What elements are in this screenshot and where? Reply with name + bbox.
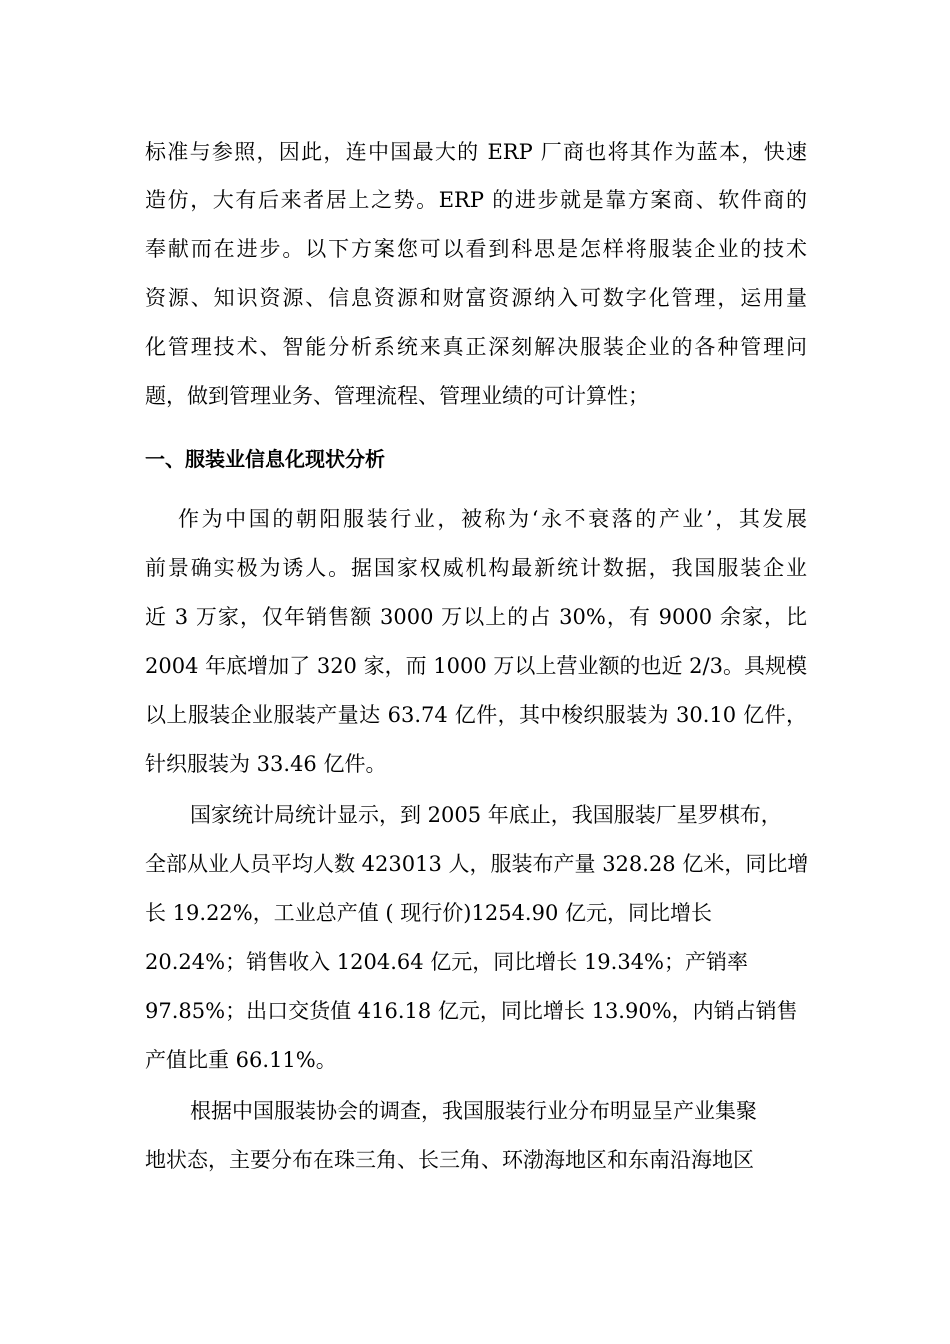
para1-line-4: 2004 年底增加了 320 家，而 1000 万以上营业额的也近 2/3。具规模 [145, 654, 807, 678]
para1-line-5: 以上服装企业服装产量达 63.74 亿件，其中梭织服装为 30.10 亿件， [145, 703, 807, 727]
para2-line-2: 全部从业人员平均人数 423013 人，服装布产量 328.28 亿米，同比增 [145, 852, 809, 876]
intro-line-3: 奉献而在进步。以下方案您可以看到科思是怎样将服装企业的技术 [145, 237, 807, 261]
para2-line-4: 20.24%；销售收入 1204.64 亿元，同比增长 19.34%；产销率 [145, 950, 749, 974]
intro-line-1: 标准与参照，因此，连中国最大的 ERP 厂商也将其作为蓝本，快速 [145, 140, 807, 164]
para2-line-3: 长 19.22%，工业总产值 ( 现行价)1254.90 亿元，同比增长 [145, 901, 712, 925]
para3-line-2: 地状态，主要分布在珠三角、长三角、环渤海地区和东南沿海地区 [145, 1148, 754, 1172]
para2-line-6: 产值比重 66.11%。 [145, 1048, 337, 1072]
para1-line-1: 作为中国的朝阳服装行业，被称为‘永不衰落的产业’，其发展 [178, 507, 807, 531]
para1-line-6: 针织服装为 33.46 亿件。 [145, 752, 387, 776]
section-heading: 一、服装业信息化现状分析 [145, 447, 385, 471]
para1-line-2: 前景确实极为诱人。据国家权威机构最新统计数据，我国服装企业 [145, 556, 807, 580]
para2-line-5: 97.85%；出口交货值 416.18 亿元，同比增长 13.90%，内销占销售 [145, 999, 798, 1023]
para3-line-1: 根据中国服装协会的调查，我国服装行业分布明显呈产业集聚 [190, 1099, 757, 1123]
intro-line-5: 化管理技术、智能分析系统来真正深刻解决服装企业的各种管理问 [145, 335, 807, 359]
para1-line-3: 近 3 万家，仅年销售额 3000 万以上的占 30%，有 9000 余家，比 [145, 605, 807, 629]
intro-line-2: 造仿，大有后来者居上之势。ERP 的进步就是靠方案商、软件商的 [145, 188, 807, 212]
intro-line-4: 资源、知识资源、信息资源和财富资源纳入可数字化管理，运用量 [145, 286, 807, 310]
para2-line-1: 国家统计局统计显示，到 2005 年底止，我国服装厂星罗棋布， [190, 803, 782, 827]
intro-line-6: 题，做到管理业务、管理流程、管理业绩的可计算性； [145, 384, 649, 408]
